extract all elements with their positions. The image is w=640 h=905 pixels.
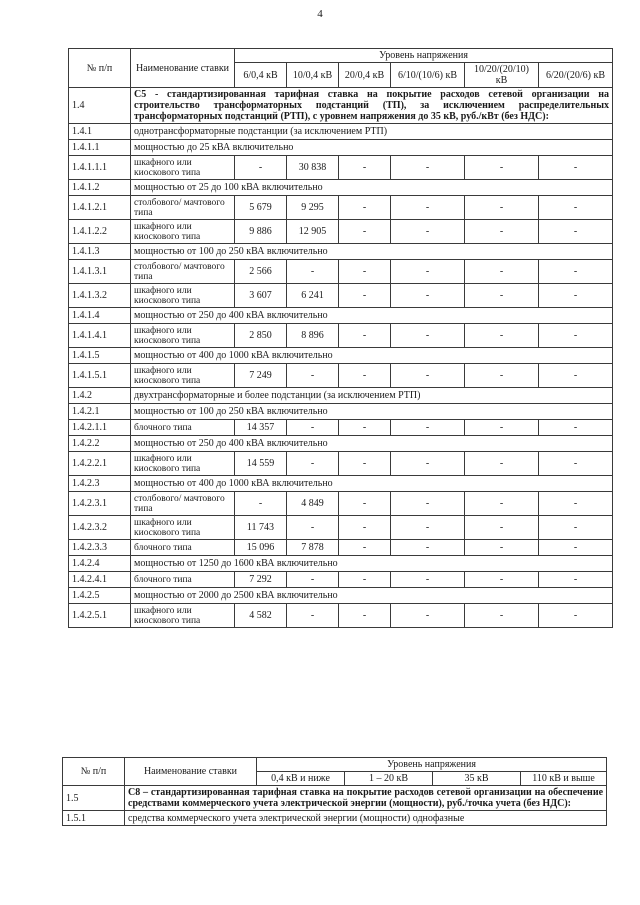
header-voltage: 6/0,4 кВ — [235, 63, 287, 88]
row-description: мощностью от 400 до 1000 кВА включительно — [131, 476, 613, 492]
header-voltage: 6/20/(20/6) кВ — [539, 63, 613, 88]
row-description: мощностью от 2000 до 2500 кВА включительно — [131, 588, 613, 604]
header-number: № п/п — [63, 758, 125, 786]
row-number: 1.4 — [69, 88, 131, 124]
rate-value: - — [539, 260, 613, 284]
rate-value: - — [539, 540, 613, 556]
rate-value: - — [339, 452, 391, 476]
rate-value: - — [539, 604, 613, 628]
rate-value: - — [539, 516, 613, 540]
row-number: 1.4.2.1.1 — [69, 420, 131, 436]
rate-value: 7 249 — [235, 364, 287, 388]
rate-value: - — [391, 492, 465, 516]
row-description: шкафного или киоскового типа — [131, 604, 235, 628]
row-number: 1.4.2.1 — [69, 404, 131, 420]
row-number: 1.4.1.3.2 — [69, 284, 131, 308]
row-description: шкафного или киоскового типа — [131, 324, 235, 348]
table-row — [69, 420, 613, 436]
table-row — [69, 308, 613, 324]
header-voltage: 0,4 кВ и ниже — [257, 772, 345, 786]
rate-value: 7 878 — [287, 540, 339, 556]
rate-value: 14 357 — [235, 420, 287, 436]
row-number: 1.4.2.3.2 — [69, 516, 131, 540]
rate-value: 15 096 — [235, 540, 287, 556]
rate-value: 4 849 — [287, 492, 339, 516]
rate-value: 2 566 — [235, 260, 287, 284]
rate-value: - — [235, 492, 287, 516]
header-row — [63, 758, 607, 772]
rate-value: 2 850 — [235, 324, 287, 348]
rate-value: 9 886 — [235, 220, 287, 244]
row-description: мощностью от 25 до 100 кВА включительно — [131, 180, 613, 196]
row-description: блочного типа — [131, 540, 235, 556]
row-number: 1.4.2.4.1 — [69, 572, 131, 588]
rate-value: - — [465, 572, 539, 588]
row-number: 1.4.1.1.1 — [69, 156, 131, 180]
row-description: шкафного или киоскового типа — [131, 364, 235, 388]
row-description: блочного типа — [131, 572, 235, 588]
table-row — [69, 244, 613, 260]
table-row — [69, 492, 613, 516]
header-voltage: 6/10/(10/6) кВ — [391, 63, 465, 88]
rate-value: 14 559 — [235, 452, 287, 476]
table-row — [69, 124, 613, 140]
rate-value: - — [287, 260, 339, 284]
row-number: 1.4.1.3.1 — [69, 260, 131, 284]
rate-value: - — [391, 540, 465, 556]
row-number: 1.4.1.2 — [69, 180, 131, 196]
header-voltage-level: Уровень напряжения — [257, 758, 607, 772]
rate-value: - — [339, 324, 391, 348]
row-number: 1.4.2.4 — [69, 556, 131, 572]
rate-value: - — [339, 492, 391, 516]
row-description: шкафного или киоскового типа — [131, 516, 235, 540]
row-number: 1.4.1.5 — [69, 348, 131, 364]
rate-value: - — [287, 516, 339, 540]
row-description: мощностью от 100 до 250 кВА включительно — [131, 244, 613, 260]
table-row — [69, 404, 613, 420]
rate-value: - — [339, 364, 391, 388]
rate-value: - — [391, 572, 465, 588]
table-row — [69, 540, 613, 556]
table-row — [69, 348, 613, 364]
table-row — [69, 476, 613, 492]
rate-value: 12 905 — [287, 220, 339, 244]
rate-value: - — [465, 452, 539, 476]
header-number: № п/п — [69, 49, 131, 88]
row-description: шкафного или киоскового типа — [131, 452, 235, 476]
rate-value: - — [539, 420, 613, 436]
row-number: 1.5.1 — [63, 811, 125, 826]
rate-value: - — [235, 156, 287, 180]
rate-value: 11 743 — [235, 516, 287, 540]
header-voltage: 10/0,4 кВ — [287, 63, 339, 88]
rate-value: - — [287, 420, 339, 436]
table-row — [69, 516, 613, 540]
table-row — [69, 140, 613, 156]
table-row — [69, 180, 613, 196]
row-description: столбового/ мачтового типа — [131, 196, 235, 220]
rate-value: 9 295 — [287, 196, 339, 220]
table-row — [69, 588, 613, 604]
table-row — [63, 786, 607, 811]
rate-value: - — [391, 324, 465, 348]
tariff-table-c5 — [68, 48, 613, 628]
table-row — [69, 88, 613, 124]
rate-value: - — [339, 540, 391, 556]
row-number: 1.4.2.2 — [69, 436, 131, 452]
table-row — [69, 388, 613, 404]
table-row — [69, 364, 613, 388]
rate-value: - — [391, 156, 465, 180]
row-description: двухтрансформаторные и более подстанции (за исключением РТП) — [131, 388, 613, 404]
rate-value: - — [339, 284, 391, 308]
row-number: 1.4.1.4.1 — [69, 324, 131, 348]
row-number: 1.4.1.2.1 — [69, 196, 131, 220]
rate-value: - — [391, 452, 465, 476]
row-description: мощностью до 25 кВА включительно — [131, 140, 613, 156]
rate-value: - — [465, 492, 539, 516]
row-description: мощностью от 250 до 400 кВА включительно — [131, 308, 613, 324]
header-name: Наименование ставки — [131, 49, 235, 88]
rate-value: - — [339, 220, 391, 244]
rate-value: - — [339, 572, 391, 588]
rate-value: 4 582 — [235, 604, 287, 628]
rate-value: - — [391, 604, 465, 628]
rate-value: - — [391, 516, 465, 540]
rate-value: - — [391, 284, 465, 308]
table-row — [63, 811, 607, 826]
rate-value: - — [391, 260, 465, 284]
header-row — [69, 49, 613, 63]
rate-value: - — [539, 196, 613, 220]
table-row — [69, 196, 613, 220]
row-description: шкафного или киоскового типа — [131, 284, 235, 308]
header-voltage: 20/0,4 кВ — [339, 63, 391, 88]
table-row — [69, 604, 613, 628]
row-description: столбового/ мачтового типа — [131, 492, 235, 516]
row-title: С8 – стандартизированная тарифная ставка на покрытие расходов сетевой организации на обеспечение средствами коммерческого учета электрической энергии (мощности), руб./точка учета (без НДС): — [125, 786, 607, 811]
row-number: 1.4.2.5.1 — [69, 604, 131, 628]
row-number: 1.4.2.5 — [69, 588, 131, 604]
table-row — [69, 436, 613, 452]
table-row — [69, 452, 613, 476]
row-description: шкафного или киоскового типа — [131, 156, 235, 180]
row-description: мощностью от 400 до 1000 кВА включительно — [131, 348, 613, 364]
rate-value: - — [465, 156, 539, 180]
rate-value: 5 679 — [235, 196, 287, 220]
row-number: 1.4.1.1 — [69, 140, 131, 156]
table-row — [69, 156, 613, 180]
row-number: 1.4.1.3 — [69, 244, 131, 260]
rate-value: - — [539, 572, 613, 588]
row-number: 1.4.1.4 — [69, 308, 131, 324]
row-number: 1.4.2 — [69, 388, 131, 404]
page-number: 4 — [317, 8, 323, 20]
rate-value: - — [391, 196, 465, 220]
rate-value: - — [391, 420, 465, 436]
table-row — [69, 324, 613, 348]
rate-value: - — [391, 364, 465, 388]
rate-value: - — [465, 196, 539, 220]
row-description: шкафного или киоскового типа — [131, 220, 235, 244]
rate-value: - — [339, 420, 391, 436]
rate-value: - — [539, 364, 613, 388]
rate-value: - — [539, 156, 613, 180]
header-voltage: 35 кВ — [433, 772, 521, 786]
header-voltage: 110 кВ и выше — [521, 772, 607, 786]
rate-value: - — [391, 220, 465, 244]
rate-value: - — [339, 196, 391, 220]
row-number: 1.4.2.3.1 — [69, 492, 131, 516]
rate-value: - — [465, 324, 539, 348]
row-description: мощностью от 1250 до 1600 кВА включительно — [131, 556, 613, 572]
header-name: Наименование ставки — [125, 758, 257, 786]
rate-value: - — [465, 284, 539, 308]
row-title: С5 - стандартизированная тарифная ставка на покрытие расходов сетевой организации на строительство трансформаторных подстанций (ТП), за исключением распределительных трансформаторных подстанций (РТП), с уровнем напряжения до 35 кВ, руб./кВт (без НДС): — [131, 88, 613, 124]
rate-value: - — [465, 260, 539, 284]
row-description: мощностью от 100 до 250 кВА включительно — [131, 404, 613, 420]
row-description: однотрансформаторные подстанции (за исключением РТП) — [131, 124, 613, 140]
rate-value: - — [465, 364, 539, 388]
row-number: 1.5 — [63, 786, 125, 811]
row-description: мощностью от 250 до 400 кВА включительно — [131, 436, 613, 452]
rate-value: 6 241 — [287, 284, 339, 308]
table-row — [69, 260, 613, 284]
row-number: 1.4.2.3 — [69, 476, 131, 492]
rate-value: - — [339, 604, 391, 628]
rate-value: 7 292 — [235, 572, 287, 588]
table-row — [69, 220, 613, 244]
rate-value: - — [465, 420, 539, 436]
header-voltage-level: Уровень напряжения — [235, 49, 613, 63]
rate-value: 30 838 — [287, 156, 339, 180]
row-description: средства коммерческого учета электрической энергии (мощности) однофазные — [125, 811, 607, 826]
row-number: 1.4.1.5.1 — [69, 364, 131, 388]
rate-value: - — [287, 452, 339, 476]
rate-value: - — [287, 604, 339, 628]
rate-value: 8 896 — [287, 324, 339, 348]
rate-value: - — [339, 260, 391, 284]
row-number: 1.4.1.2.2 — [69, 220, 131, 244]
rate-value: 3 607 — [235, 284, 287, 308]
table-row — [69, 284, 613, 308]
rate-value: - — [539, 284, 613, 308]
rate-value: - — [539, 492, 613, 516]
rate-value: - — [539, 452, 613, 476]
row-number: 1.4.2.3.3 — [69, 540, 131, 556]
tariff-table-c8 — [62, 757, 607, 826]
row-description: блочного типа — [131, 420, 235, 436]
header-voltage: 10/20/(20/10) кВ — [465, 63, 539, 88]
rate-value: - — [465, 604, 539, 628]
row-number: 1.4.1 — [69, 124, 131, 140]
row-description: столбового/ мачтового типа — [131, 260, 235, 284]
row-number: 1.4.2.2.1 — [69, 452, 131, 476]
rate-value: - — [465, 540, 539, 556]
rate-value: - — [339, 156, 391, 180]
rate-value: - — [287, 572, 339, 588]
rate-value: - — [539, 220, 613, 244]
table-row — [69, 572, 613, 588]
rate-value: - — [339, 516, 391, 540]
rate-value: - — [465, 516, 539, 540]
rate-value: - — [287, 364, 339, 388]
table-row — [69, 556, 613, 572]
header-voltage: 1 – 20 кВ — [345, 772, 433, 786]
rate-value: - — [539, 324, 613, 348]
rate-value: - — [465, 220, 539, 244]
